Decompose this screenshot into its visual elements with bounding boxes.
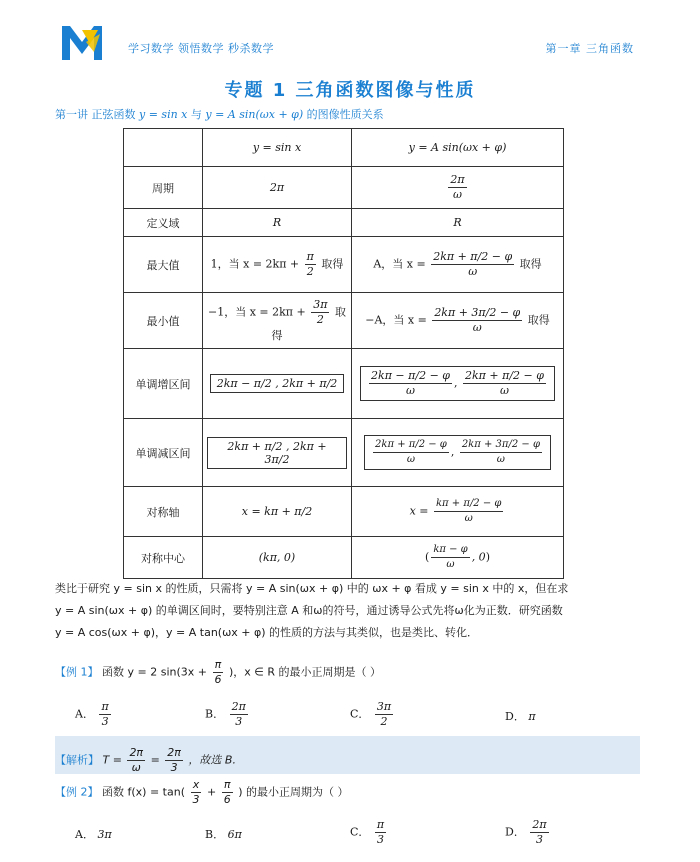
- decreasing-general: $\frac{2k\pi + \pi/2 - \varphi}{\omega}$ , $\frac{2k\pi + 3\pi/2 - \varphi}{\omega}$: [352, 419, 564, 487]
- paragraph-line-3: y = A cos(ωx + φ)，y = A tan(ωx + φ) 的性质的方法与其类似，也是类比、转化．: [55, 626, 479, 639]
- period-sin: 2π: [203, 167, 352, 209]
- period-general: $\frac{2\pi}{\omega}$: [352, 167, 564, 209]
- example-2-option-c[interactable]: C． $\frac{\pi}{3}$: [350, 818, 385, 846]
- max-sin: 1，当 x = 2kπ + $\frac{\pi}{2}$ 取得: [203, 237, 352, 293]
- lecture-prefix: 第一讲 正弦函数: [55, 108, 136, 121]
- lecture-formula-1: y = sin x: [139, 108, 188, 121]
- table-row-min: [124, 293, 564, 349]
- example-1-question: 【例 1】 函数 y = 2 sin(3x + $\frac{\pi}{6}$ )，x ∈ R 的最小正周期是（ ）: [55, 658, 381, 686]
- row-label-increasing: 单调增区间: [124, 349, 203, 419]
- max-general: A，当 x = $\frac{2k\pi + \pi/2 - \varphi}{\omega}$ 取得: [352, 237, 564, 293]
- decreasing-sin: 2kπ + π/2 , 2kπ + 3π/2: [203, 419, 352, 487]
- lecture-heading: [55, 106, 384, 122]
- example-1-answer: 【解析】 T = $\frac{2\pi}{\omega}$ = $\frac{2\pi}{3}$ ，故选 B.: [55, 736, 640, 774]
- table-row-domain: [124, 209, 564, 237]
- properties-table: [123, 128, 564, 579]
- table-row-increasing: [124, 349, 564, 419]
- center-sin: (kπ, 0): [203, 537, 352, 579]
- page-header: [0, 0, 700, 72]
- answer-tag: 【解析】: [55, 753, 99, 767]
- table-row-decreasing: [124, 419, 564, 487]
- paragraph-line-2: y = A sin(ωx + φ) 的单调区间时，要特别注意 A 和ω的符号，通过诱导公式先将ω化为正数．研究函数: [55, 604, 563, 617]
- col-header-sin: y = sin x: [203, 129, 352, 167]
- row-label-axis: 对称轴: [124, 487, 203, 537]
- table-row-max: [124, 237, 564, 293]
- domain-general: R: [352, 209, 564, 237]
- header-chapter: 第一章 三角函数: [545, 42, 634, 55]
- row-label-domain: 定义域: [124, 209, 203, 237]
- example-1-option-b[interactable]: B． $\frac{2\pi}{3}$: [205, 700, 246, 728]
- example-2-option-d[interactable]: D． $\frac{2\pi}{3}$: [505, 818, 547, 846]
- example-2-question: 【例 2】 函数 f(x) = tan( $\frac{x}{3}$ + $\frac{\pi}{6}$ ) 的最小正周期为（ ）: [55, 778, 349, 806]
- domain-sin: R: [203, 209, 352, 237]
- page-title: 专题 1 三角函数图像与性质: [224, 80, 476, 101]
- row-label-decreasing: 单调减区间: [124, 419, 203, 487]
- table-row-center: [124, 537, 564, 579]
- header-tagline: 学习数学 领悟数学 秒杀数学: [128, 42, 274, 55]
- row-label-min: 最小值: [124, 293, 203, 349]
- row-label-period: 周期: [124, 167, 203, 209]
- center-general: ( $\frac{k\pi - \varphi}{\omega}$ , 0): [352, 537, 564, 579]
- example-1-tag: 【例 1】: [55, 665, 99, 679]
- table-row-axis: [124, 487, 564, 537]
- min-sin: −1，当 x = 2kπ + $\frac{3\pi}{2}$ 取得: [203, 293, 352, 349]
- explanation-paragraph: [55, 578, 655, 644]
- row-label-max: 最大值: [124, 237, 203, 293]
- min-general: −A，当 x = $\frac{2k\pi + 3\pi/2 - \varphi}{\omega}$ 取得: [352, 293, 564, 349]
- example-2-option-a[interactable]: A． 3π: [75, 828, 112, 841]
- brand-logo: [60, 22, 104, 62]
- table-row-period: [124, 167, 564, 209]
- lecture-mid: 与: [190, 108, 206, 121]
- example-1-option-a[interactable]: A． $\frac{\pi}{3}$: [75, 700, 109, 728]
- increasing-general: $\frac{2k\pi - \pi/2 - \varphi}{\omega}$ , $\frac{2k\pi + \pi/2 - \varphi}{\omega}$: [352, 349, 564, 419]
- axis-general: x = $\frac{k\pi + \pi/2 - \varphi}{\omega}$: [352, 487, 564, 537]
- row-label-center: 对称中心: [124, 537, 203, 579]
- example-1-option-c[interactable]: C． $\frac{3\pi}{2}$: [350, 700, 392, 728]
- table-corner: [124, 129, 203, 167]
- table-header-row: [124, 129, 564, 167]
- increasing-sin: 2kπ − π/2 , 2kπ + π/2: [203, 349, 352, 419]
- paragraph-line-1: 类比于研究 y = sin x 的性质，只需将 y = A sin(ωx + φ) 中的 ωx + φ 看成 y = sin x 中的 x，但在求: [55, 582, 569, 595]
- col-header-general: y = A sin(ωx + φ): [352, 129, 564, 167]
- example-2-option-b[interactable]: B． 6π: [205, 828, 242, 841]
- lecture-formula-2: y = A sin(ωx + φ): [205, 108, 304, 121]
- example-2-tag: 【例 2】: [55, 785, 99, 799]
- axis-sin: x = kπ + π/2: [203, 487, 352, 537]
- example-1-option-d[interactable]: D． π: [505, 710, 536, 723]
- lecture-suffix: 的图像性质关系: [306, 108, 384, 121]
